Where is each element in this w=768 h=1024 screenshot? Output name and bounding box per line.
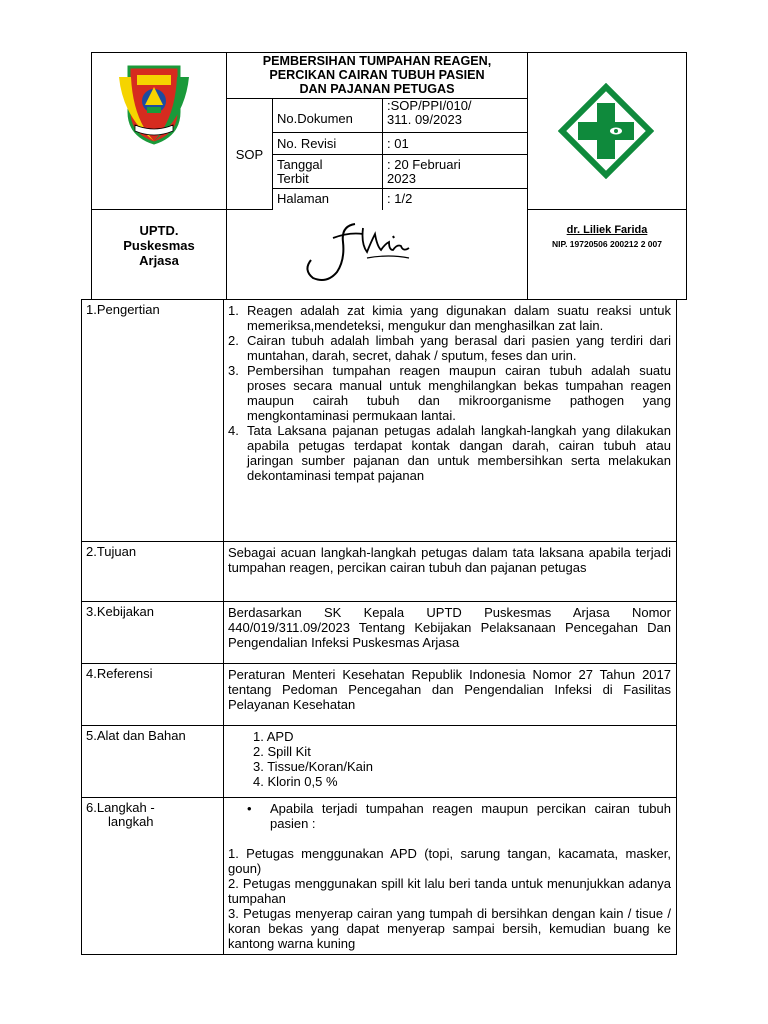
title-line: PEMBERSIHAN TUMPAHAN REAGEN,	[262, 54, 492, 68]
list-item	[228, 423, 671, 483]
bullet-text: Apabila terjadi tumpahan reagen maupun percikan cairan tubuh pasien :	[270, 801, 671, 831]
row-langkah	[82, 798, 676, 954]
meta-value-line: 2023	[387, 171, 416, 186]
step-item: 3. Petugas menyerap cairan yang tumpah di bersihkan dengan kain / tisue / koran bekas yang dapat menyerap sampai bersih, kemudian buang ke kantong warna kuning	[228, 906, 671, 951]
list-item: 1. APD	[253, 729, 294, 744]
meta-row-tanggal-terbit	[273, 155, 527, 189]
sop-label: SOP	[227, 99, 273, 210]
row-alat-bahan	[82, 726, 676, 798]
meta-key-line: Tanggal	[277, 157, 323, 172]
item-number: 3.	[228, 363, 239, 378]
row-referensi	[82, 664, 676, 726]
label-line: 6.Langkah -	[86, 800, 155, 815]
meta-key-line: Terbit	[277, 171, 309, 186]
meta-key	[273, 155, 383, 188]
definition-list	[228, 303, 671, 483]
bullet-icon: •	[247, 801, 252, 816]
item-text: Pembersihan tumpahan reagen maupun cairan tubuh adalah suatu proses secara manual untuk menghilangkan bekas tumpahan reagen maupun cairah tubuh dan mikroorganisme pathogen yang mengkontaminasi permukaan lantai.	[247, 363, 671, 423]
sop-content-table	[81, 299, 677, 955]
section-body	[228, 729, 671, 789]
unit-name	[92, 210, 227, 299]
document-meta	[273, 99, 527, 210]
meta-value: : 1/2	[387, 191, 413, 206]
row-kebijakan	[82, 602, 676, 664]
equipment-list	[228, 729, 671, 789]
meta-row-halaman	[273, 189, 527, 210]
row-tujuan	[82, 542, 676, 602]
puskesmas-green-cross-logo	[558, 83, 654, 179]
left-logo-cell	[92, 53, 227, 210]
row-pengertian	[82, 300, 676, 542]
doctor-nip: NIP. 19720506 200212 2 007	[552, 239, 662, 249]
list-item	[228, 303, 671, 333]
section-label	[82, 798, 224, 954]
list-item: 2. Spill Kit	[253, 744, 311, 759]
list-item	[228, 363, 671, 423]
section-label: 3.Kebijakan	[82, 602, 224, 663]
document-title	[227, 53, 527, 99]
section-label: 4.Referensi	[82, 664, 224, 725]
meta-key: Halaman	[273, 189, 383, 210]
list-item: 4. Klorin 0,5 %	[253, 774, 338, 789]
section-body	[228, 303, 671, 483]
item-text: Cairan tubuh adalah limbah yang berasal dari pasien yang terdiri dari muntahan, darah, secret, dahak / sputum, feses dan urin.	[247, 333, 671, 363]
item-number: 2.	[228, 333, 239, 348]
item-text: Tata Laksana pajanan petugas adalah langkah-langkah yang dilakukan apabila petugas terdapat kontak dangan darah, cairan tubuh atau jaringan sumber pajanan dan untuk membersihkan serta melakukan dekontaminasi tempat pajanan	[247, 423, 671, 483]
doctor-name: dr. Liliek Farida	[566, 224, 648, 236]
unit-line: Arjasa	[139, 253, 179, 268]
item-text: Reagen adalah zat kimia yang digunakan dalam suatu reaksi untuk memeriksa,mendeteksi, mengukur dan menghasilkan zat lain.	[247, 303, 671, 333]
regency-emblem-logo	[109, 57, 199, 147]
label-line: langkah	[108, 814, 154, 829]
section-label: 5.Alat dan Bahan	[82, 726, 224, 797]
doctor-signatory	[527, 210, 686, 299]
item-number: 1.	[228, 303, 239, 318]
step-item: 2. Petugas menggunakan spill kit lalu beri tanda untuk menunjukkan adanya tumpahan	[228, 876, 671, 906]
list-item: 3. Tissue/Koran/Kain	[253, 759, 373, 774]
section-body	[228, 801, 671, 951]
meta-key: No.Dokumen	[273, 99, 383, 132]
section-body: Berdasarkan SK Kepala UPTD Puskesmas Arjasa Nomor 440/019/311.09/2023 Tentang Kebijakan Pelaksanaan Pencegahan Dan Pengendalian Infeksi Puskesmas Arjasa	[228, 605, 671, 650]
item-number: 4.	[228, 423, 239, 438]
meta-value-line: 311. 09/2023	[387, 112, 462, 127]
list-item	[228, 333, 671, 363]
handwritten-signature	[297, 214, 457, 294]
step-item: 1. Petugas menggunakan APD (topi, sarung tangan, kacamata, masker, goun)	[228, 846, 671, 876]
list-item	[228, 801, 671, 831]
meta-value-line: : 20 Februari	[387, 157, 461, 172]
right-logo-cell	[527, 53, 686, 210]
meta-value	[383, 155, 461, 186]
meta-value: : 01	[387, 136, 409, 151]
signature-cell	[227, 210, 527, 299]
meta-value-line: :SOP/PPI/010/	[387, 98, 472, 113]
meta-value	[383, 99, 472, 127]
section-body: Sebagai acuan langkah-langkah petugas dalam tata laksana apabila terjadi tumpahan reagen, percikan cairan tubuh dan pajanan petugas	[228, 545, 671, 575]
title-line: DAN PAJANAN PETUGAS	[299, 82, 455, 96]
sop-header-table	[91, 52, 687, 300]
title-line: PERCIKAN CAIRAN TUBUH PASIEN	[269, 68, 485, 82]
section-body: Peraturan Menteri Kesehatan Republik Indonesia Nomor 27 Tahun 2017 tentang Pedoman Pencegahan dan Pengendalian Infeksi di Fasilitas Pelayanan Kesehatan	[228, 667, 671, 712]
meta-key: No. Revisi	[273, 133, 383, 154]
unit-line: UPTD.	[139, 223, 179, 238]
meta-row-no-revisi	[273, 133, 527, 155]
meta-row-no-dokumen	[273, 99, 527, 133]
section-label: 2.Tujuan	[82, 542, 224, 601]
section-label: 1.Pengertian	[82, 300, 224, 541]
unit-line: Puskesmas	[123, 238, 195, 253]
